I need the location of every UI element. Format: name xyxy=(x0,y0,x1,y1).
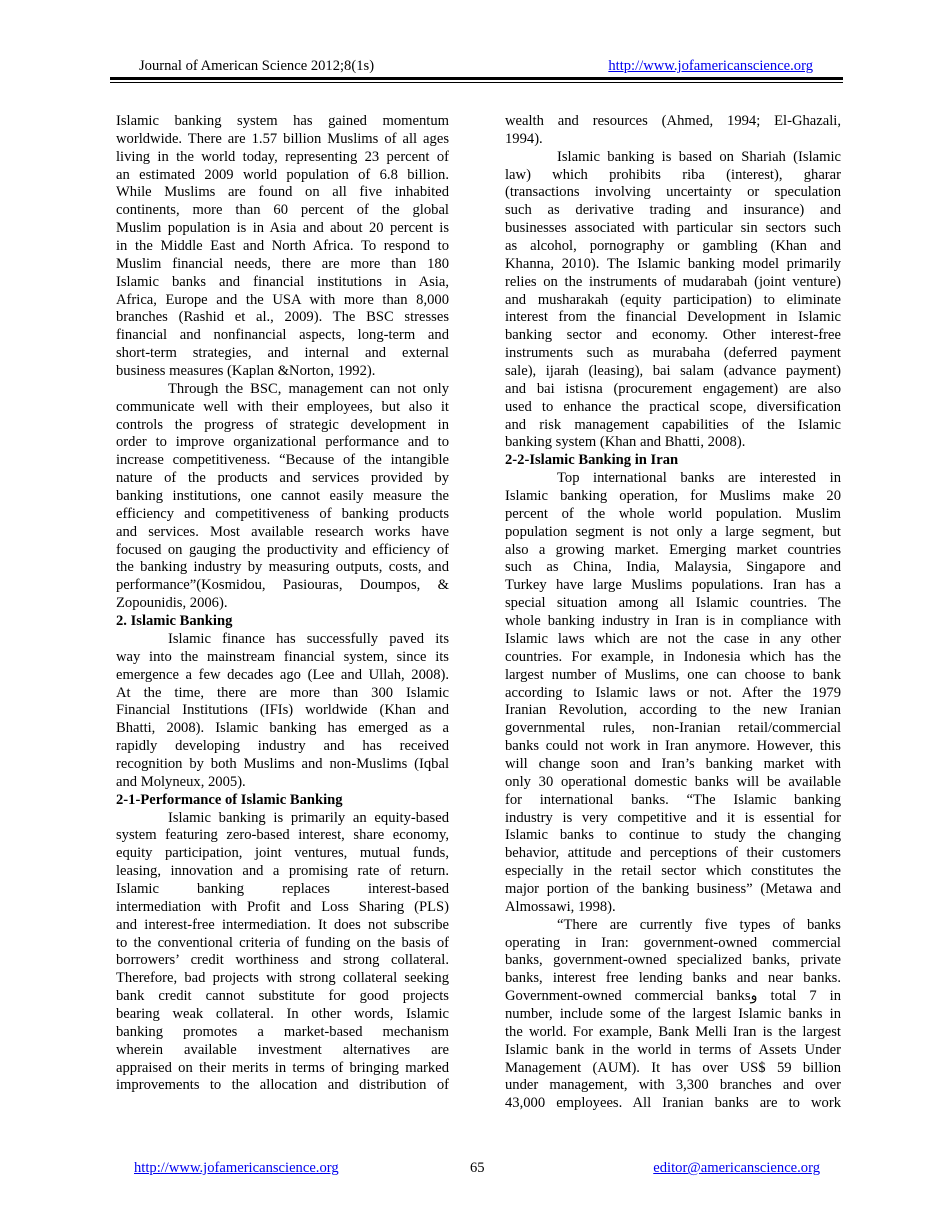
text-line: Islamic banking operation, for Muslims make 20 xyxy=(505,488,841,505)
text-line: banking sector and economy. Other interest-free xyxy=(505,327,841,344)
text-line: communicate well with their employees, but also it xyxy=(116,398,449,415)
text-line: Management (AUM). It has over US$ 59 billion xyxy=(505,1059,841,1076)
text-line: an estimated 2009 world population of 6.8 billion. xyxy=(116,166,449,183)
text-line: such as China, India, Malaysia, Singapore and xyxy=(505,559,841,576)
paragraph xyxy=(505,113,841,149)
paragraph xyxy=(505,149,841,453)
text-line: and Molyneux, 2005). xyxy=(116,773,246,790)
paragraph xyxy=(505,917,841,1113)
text-line: worldwide. There are 1.57 billion Muslims of all ages xyxy=(116,130,449,147)
text-line: special situation among all Islamic countries. The xyxy=(505,595,841,612)
text-line: bearing weak collateral. In other words, Islamic xyxy=(116,1005,449,1022)
text-line: Almossawi, 1998). xyxy=(505,898,616,915)
text-line: and bai istisna (procurement engagement) are also xyxy=(505,380,841,397)
text-line: increase competitiveness. “Because of the intangible xyxy=(116,452,449,469)
text-line: living in the world today, representing 23 percent of xyxy=(116,148,449,165)
text-line: used to enhance the practical scope, diversification xyxy=(505,398,841,415)
text-line: such as derivative trading and insurance) and xyxy=(505,202,841,219)
text-line: only 30 operational domestic banks will be available xyxy=(505,773,841,790)
text-line: controls the progress of strategic development in xyxy=(116,416,449,433)
text-line: focused on gauging the productivity and efficiency of xyxy=(116,541,449,558)
text-line: wherein available investment alternatives are xyxy=(116,1041,449,1058)
text-line: Bhatti, 2008). Islamic banking has emerged as a xyxy=(116,720,449,737)
text-line: While Muslims are found on all five inhabited xyxy=(116,184,449,201)
text-line: the banking industry by measuring outputs, costs, and xyxy=(116,559,449,576)
text-line: population segment is not only a large segment, but xyxy=(505,523,841,540)
text-line: banks, government-owned specialized banks, private xyxy=(505,952,841,969)
text-line: banking system (Khan and Bhatti, 2008). xyxy=(505,434,746,451)
text-line: continents, more than 60 percent of the global xyxy=(116,202,449,219)
text-line: also a growing market. Emerging market countries xyxy=(505,541,841,558)
text-line: whole banking industry in Iran is in compliance with xyxy=(505,613,841,630)
text-line: 1994). xyxy=(505,130,543,147)
text-line: interest from the financial Development in Islamic xyxy=(505,309,841,326)
text-line: way into the mainstream financial system, since its xyxy=(116,648,449,665)
text-line: banking institutions, one cannot easily measure the xyxy=(116,488,449,505)
journal-url-link[interactable]: http://www.jofamericanscience.org xyxy=(608,58,813,74)
journal-title: Journal of American Science 2012;8(1s) xyxy=(139,58,375,74)
footer-url xyxy=(134,1160,339,1177)
text-line: Zopounidis, 2006). xyxy=(116,595,228,612)
text-line: relies on the instruments of mudarabah (joint venture) xyxy=(505,273,841,290)
header-divider-thin xyxy=(110,82,843,83)
text-line: borrowers’ credit worthiness and strong collateral. xyxy=(116,952,449,969)
text-line: industry is very competitive and it is essential for xyxy=(505,809,841,826)
text-line: Islamic banks and financial institutions in Asia, xyxy=(116,273,449,290)
text-line: governmental rules, non-Iranian retail/commercial xyxy=(505,720,841,737)
header-divider-thick xyxy=(110,77,843,80)
text-line: system featuring zero-based interest, share economy, xyxy=(116,827,449,844)
text-line: rapidly developing industry and has received xyxy=(116,738,449,755)
text-line: improvements to the allocation and distribution of xyxy=(116,1077,449,1094)
paragraph xyxy=(116,381,449,613)
text-line: Islamic banking replaces interest-based xyxy=(116,880,449,897)
text-line: efficiency and competitiveness of banking products xyxy=(116,505,449,522)
text-line: Khanna, 2010). The Islamic banking model primarily xyxy=(505,255,841,272)
text-line: countries. For example, in Indonesia which has the xyxy=(505,648,841,665)
heading-text: 2. Islamic Banking xyxy=(116,613,233,630)
paragraph xyxy=(505,470,841,916)
footer-email xyxy=(653,1160,820,1177)
text-line: will change soon and Iran’s banking market with xyxy=(505,755,841,772)
text-line: major portion of the banking business” (Metawa and xyxy=(505,880,841,897)
text-line: Top international banks are interested in xyxy=(557,470,841,487)
text-line: Islamic bank in the world in terms of Assets Under xyxy=(505,1041,841,1058)
text-line: recognition by both Muslims and non-Muslims (Iqbal xyxy=(116,755,449,772)
text-line: nature of the products and services provided by xyxy=(116,470,449,487)
text-line: number, include some of the largest Islamic banks in xyxy=(505,1005,841,1022)
paragraph xyxy=(116,810,449,1096)
text-line: Government-owned commercial banksو total 7 in xyxy=(505,988,841,1005)
text-line: bank credit cannot substitute for good projects xyxy=(116,988,449,1005)
text-line: behavior, attitude and perceptions of their customers xyxy=(505,845,841,862)
text-line: banking promotes a market-based mechanism xyxy=(116,1023,449,1040)
text-line: the world. For example, Bank Melli Iran is the largest xyxy=(505,1023,841,1040)
text-line: At the time, there are more than 300 Islamic xyxy=(116,684,449,701)
text-line: under management, with 3,300 branches and over xyxy=(505,1077,841,1094)
text-line: largest number of Muslims, one can choose to bank xyxy=(505,666,841,683)
text-line: operating in Iran: government-owned commercial xyxy=(505,934,841,951)
text-line: law) which prohibits riba (interest), gharar xyxy=(505,166,841,183)
text-line: intermediation with Profit and Loss Sharing (PLS) xyxy=(116,898,449,915)
text-line: in the Middle East and North Africa. To respond to xyxy=(116,238,449,255)
text-line: Financial Institutions (IFIs) worldwide (Khan and xyxy=(116,702,449,719)
left-column xyxy=(116,113,449,1095)
text-line: Africa, Europe and the USA with more than 8,000 xyxy=(116,291,449,308)
text-line: for international banks. “The Islamic banking xyxy=(505,791,841,808)
text-line: Muslim population is in Asia and about 20 percent is xyxy=(116,220,449,237)
right-column xyxy=(505,113,841,1113)
text-line: businesses associated with particular sin sectors such xyxy=(505,220,841,237)
paragraph xyxy=(116,113,449,381)
text-line: and interest-free intermediation. It does not subscribe xyxy=(116,916,449,933)
text-line: to the conventional criteria of funding on the basis of xyxy=(116,934,449,951)
section-heading xyxy=(505,452,841,470)
section-heading xyxy=(116,613,449,631)
text-line: appraised on their merits in terms of bringing marked xyxy=(116,1059,449,1076)
text-line: sale), ijarah (leasing), bai salam (advance payment) xyxy=(505,363,841,380)
text-line: Through the BSC, management can not only xyxy=(168,380,449,397)
text-line: and services. Most available research works have xyxy=(116,523,449,540)
text-line: performance”(Kosmidou, Pasiouras, Doumpos, & xyxy=(116,577,449,594)
text-line: Islamic banks to continue to study the changing xyxy=(505,827,841,844)
text-line: as alcohol, pornography or gambling (Khan and xyxy=(505,238,841,255)
text-line: business measures (Kaplan &Norton, 1992). xyxy=(116,363,376,380)
text-line: especially in the retail sector which constitutes the xyxy=(505,863,841,880)
text-line: and risk management capabilities of the Islamic xyxy=(505,416,841,433)
text-line: emergence a few decades ago (Lee and Ullah, 2008). xyxy=(116,666,449,683)
text-line: order to improve organizational performance and to xyxy=(116,434,449,451)
text-line: Muslim financial needs, there are more than 180 xyxy=(116,255,449,272)
text-line: 43,000 employees. All Iranian banks are to work xyxy=(505,1095,841,1112)
text-line: banks, interest free lending banks and near banks. xyxy=(505,970,841,987)
text-line: Islamic banking is based on Shariah (Islamic xyxy=(557,148,841,165)
text-line: Therefore, bad projects with strong collateral seeking xyxy=(116,970,449,987)
text-line: branches (Rashid et al., 2009). The BSC stresses xyxy=(116,309,449,326)
page-number: 65 xyxy=(470,1160,485,1176)
text-line: wealth and resources (Ahmed, 1994; El-Ghazali, xyxy=(505,113,841,129)
text-line: Islamic laws which are not the case in any other xyxy=(505,630,841,647)
text-line: “There are currently five types of banks xyxy=(557,916,841,933)
paragraph xyxy=(116,631,449,792)
footer-url-link[interactable]: http://www.jofamericanscience.org xyxy=(134,1160,339,1176)
text-line: financial and nonfinancial aspects, long-term and xyxy=(116,327,449,344)
section-heading xyxy=(116,792,449,810)
text-line: short-term strategies, and internal and external xyxy=(116,345,449,362)
text-line: banks could not work in Iran anymore. However, this xyxy=(505,738,841,755)
text-line: Islamic banking is primarily an equity-based xyxy=(168,809,449,826)
text-line: Iranian Revolution, according to the new Iranian xyxy=(505,702,841,719)
text-line: Islamic banking system has gained momentum xyxy=(116,113,449,129)
text-line: according to Islamic laws or not. After the 1979 xyxy=(505,684,841,701)
footer-email-link[interactable]: editor@americanscience.org xyxy=(653,1160,820,1176)
text-line: Turkey have large Muslims populations. Iran has a xyxy=(505,577,841,594)
heading-text: 2-2-Islamic Banking in Iran xyxy=(505,452,679,469)
text-line: equity participation, joint ventures, mutual funds, xyxy=(116,845,449,862)
text-line: instruments such as murabaha (deferred payment xyxy=(505,345,841,362)
text-line: percent of the whole world population. Muslim xyxy=(505,505,841,522)
text-line: leasing, innovation and a promising rate of return. xyxy=(116,863,449,880)
text-line: and musharakah (equity participation) to eliminate xyxy=(505,291,841,308)
heading-text: 2-1-Performance of Islamic Banking xyxy=(116,791,343,808)
text-line: (transactions involving uncertainty or speculation xyxy=(505,184,841,201)
text-line: Islamic finance has successfully paved its xyxy=(168,630,449,647)
